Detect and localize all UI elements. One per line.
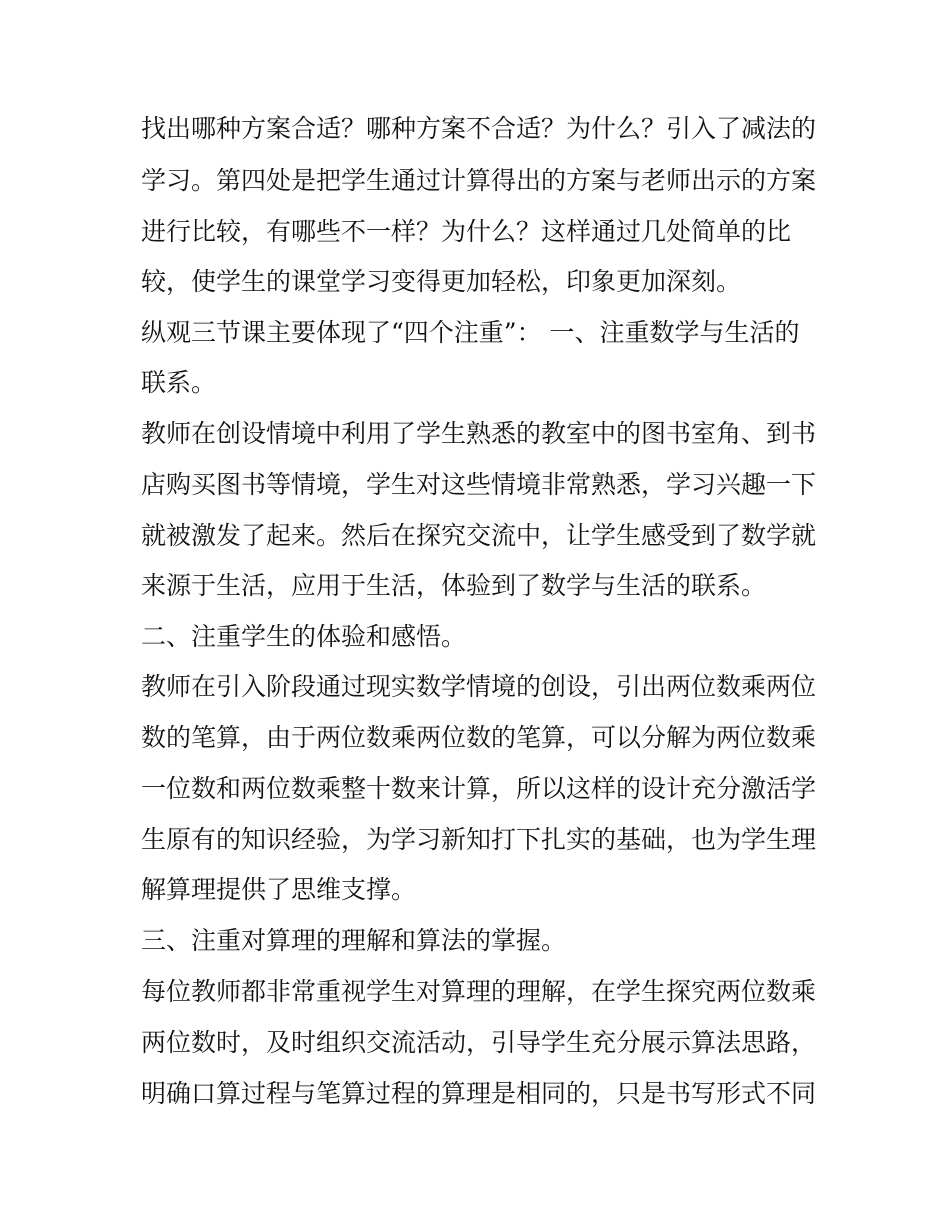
text-line: 来源于生活，应用于生活，体验到了数学与生活的联系。 — [141, 571, 767, 600]
text-line: 进行比较，有哪些不一样？为什么？这样通过几处简单的比 — [141, 217, 792, 246]
text-line: 找出哪种方案合适？哪种方案不合适？为什么？引入了减法的 — [141, 114, 817, 143]
text-line: 联系。 — [141, 368, 217, 397]
text-line: 数的笔算，由于两位数乘两位数的笔算，可以分解为两位数乘 — [141, 723, 817, 752]
text-line: 解算理提供了思维支撑。 — [141, 875, 417, 904]
text-line: 教师在创设情境中利用了学生熟悉的教室中的图书室角、到书 — [141, 419, 817, 448]
text-line: 较，使学生的课堂学习变得更加轻松，印象更加深刻。 — [141, 267, 742, 296]
text-line: 店购买图书等情境，学生对这些情境非常熟悉，学习兴趣一下 — [141, 470, 817, 499]
text-line: 一位数和两位数乘整十数来计算，所以这样的设计充分激活学 — [141, 774, 817, 803]
text-line: 生原有的知识经验，为学习新知打下扎实的基础，也为学生理 — [141, 825, 817, 854]
section-heading: 三、注重对算理的理解和算法的掌握。 — [141, 926, 567, 955]
text-line: 就被激发了起来。然后在探究交流中，让学生感受到了数学就 — [141, 521, 817, 550]
text-line: 每位教师都非常重视学生对算理的理解，在学生探究两位数乘 — [141, 977, 817, 1006]
text-line: 两位数时，及时组织交流活动，引导学生充分展示算法思路， — [141, 1028, 817, 1057]
text-line: 学习。第四处是把学生通过计算得出的方案与老师出示的方案 — [141, 166, 817, 195]
text-line: 教师在引入阶段通过现实数学情境的创设，引出两位数乘两位 — [141, 672, 817, 701]
section-heading: 二、注重学生的体验和感悟。 — [141, 622, 467, 651]
text-line: 纵观三节课主要体现了“四个注重”： 一、注重数学与生活的 — [141, 318, 800, 347]
text-line: 明确口算过程与笔算过程的算理是相同的，只是书写形式不同 — [141, 1079, 817, 1108]
